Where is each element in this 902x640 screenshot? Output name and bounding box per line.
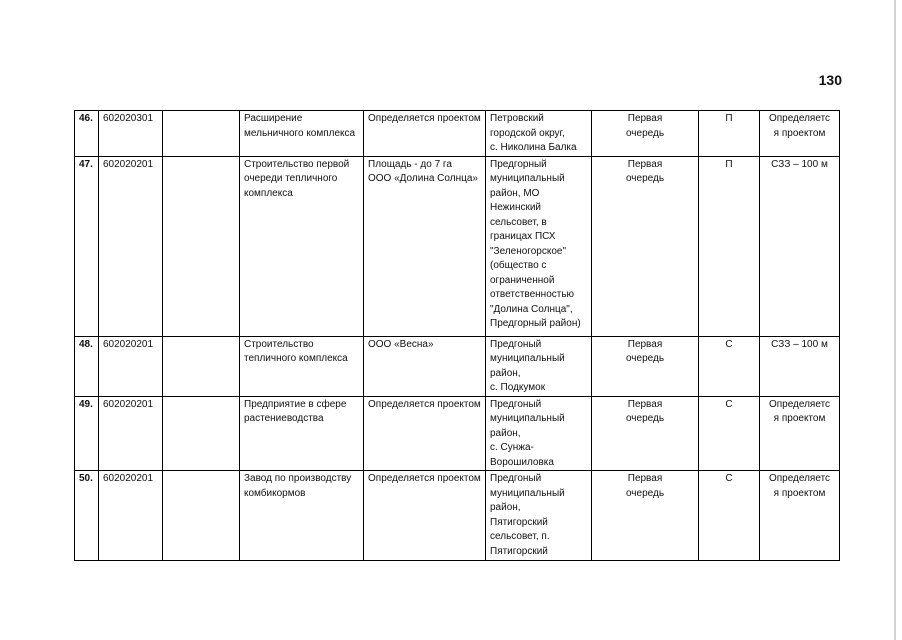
page-edge-line (894, 0, 896, 640)
implementation-stage: Первая очередь (592, 471, 699, 561)
object-code: 602020201 (99, 336, 163, 396)
object-location: Предгоный муниципальный район, с. Сунжа- Ворошиловка (486, 396, 592, 471)
object-name: Строительство тепличного комплекса (240, 336, 364, 396)
empty-cell (163, 156, 240, 336)
significance-category: С (699, 396, 760, 471)
row-number: 49. (75, 396, 99, 471)
empty-cell (163, 396, 240, 471)
table-row (75, 471, 840, 561)
object-code: 602020201 (99, 396, 163, 471)
object-name: Строительство первой очереди тепличного комплекса (240, 156, 364, 336)
objects-table (74, 110, 840, 561)
sanitary-zone: Определяетс я проектом (760, 396, 840, 471)
table-row (75, 111, 840, 157)
significance-category: С (699, 471, 760, 561)
sanitary-zone: Определяетс я проектом (760, 111, 840, 157)
row-number: 50. (75, 471, 99, 561)
implementation-stage: Первая очередь (592, 396, 699, 471)
implementation-stage: Первая очередь (592, 336, 699, 396)
table-row (75, 396, 840, 471)
sanitary-zone: Определяетс я проектом (760, 471, 840, 561)
page-number: 130 (818, 72, 842, 88)
object-name: Завод по производству комбикормов (240, 471, 364, 561)
significance-category: П (699, 111, 760, 157)
object-code: 602020301 (99, 111, 163, 157)
object-code: 602020201 (99, 156, 163, 336)
object-name: Расширение мельничного комплекса (240, 111, 364, 157)
table-row (75, 336, 840, 396)
row-number: 47. (75, 156, 99, 336)
object-parameters: Определяется проектом (364, 396, 486, 471)
row-number: 46. (75, 111, 99, 157)
object-location: Предгоный муниципальный район, Пятигорский сельсовет, п. Пятигорский (486, 471, 592, 561)
sanitary-zone: СЗЗ – 100 м (760, 336, 840, 396)
significance-category: С (699, 336, 760, 396)
object-location: Предгорный муниципальный район, МО Нежинский сельсовет, в границах ПСХ "Зеленогорское" (общество с ограниченной ответственностью "Долина Солнца", Предгорный район) (486, 156, 592, 336)
empty-cell (163, 336, 240, 396)
object-parameters: Площадь - до 7 га ООО «Долина Солнца» (364, 156, 486, 336)
sanitary-zone: СЗЗ – 100 м (760, 156, 840, 336)
object-parameters: ООО «Весна» (364, 336, 486, 396)
implementation-stage: Первая очередь (592, 111, 699, 157)
object-parameters: Определяется проектом (364, 471, 486, 561)
significance-category: П (699, 156, 760, 336)
object-parameters: Определяется проектом (364, 111, 486, 157)
object-code: 602020201 (99, 471, 163, 561)
implementation-stage: Первая очередь (592, 156, 699, 336)
object-location: Предгоный муниципальный район, с. Подкумок (486, 336, 592, 396)
object-name: Предприятие в сфере растениеводства (240, 396, 364, 471)
row-number: 48. (75, 336, 99, 396)
empty-cell (163, 471, 240, 561)
table-row (75, 156, 840, 336)
empty-cell (163, 111, 240, 157)
object-location: Петровский городской округ, с. Николина Балка (486, 111, 592, 157)
